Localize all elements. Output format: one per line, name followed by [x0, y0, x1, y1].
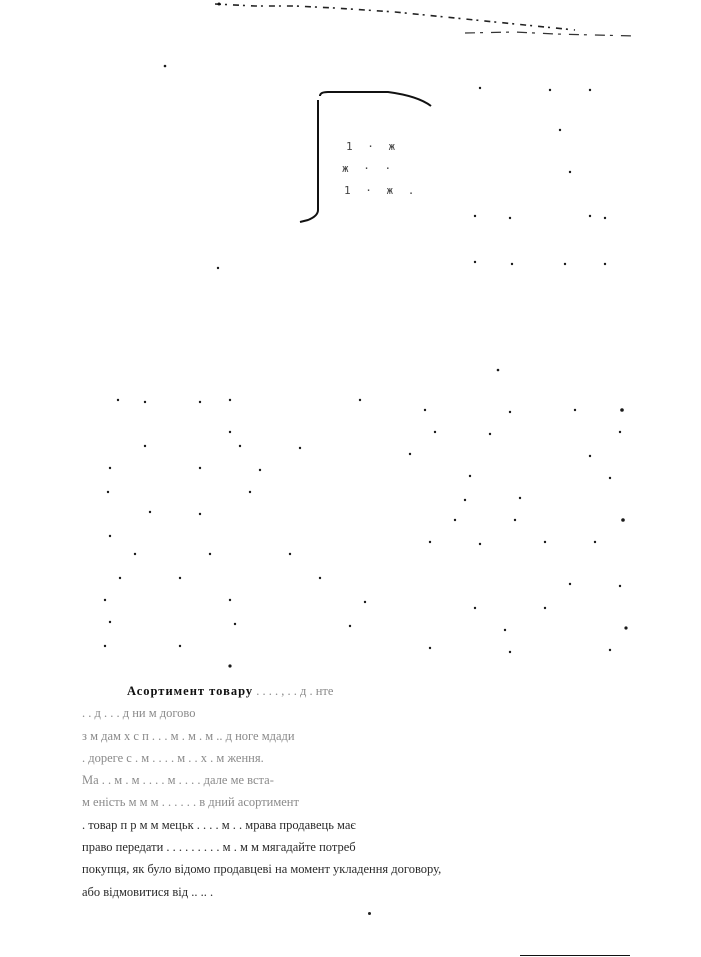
paragraph-line-6: м еність м м м . . . . . . в дний асортимент	[82, 795, 299, 810]
figure-label-1: 1 · ж	[346, 140, 400, 153]
figure-label-3: 1 · ж .	[344, 184, 419, 197]
paragraph-line-3: з м дам х с п . . . м . м . м .. д ноге мдади	[82, 728, 295, 743]
paragraph-line-5: Ма . . м . м . . . . м . . . . дале ме вста-	[82, 773, 274, 788]
paragraph-line-9: покупця, як було відомо продавцеві на момент укладення договору,	[82, 862, 442, 877]
paragraph-line-10: або відмовитися від .. .. .	[82, 884, 214, 899]
page-mark	[368, 912, 371, 915]
scan-noise	[90, 60, 650, 680]
paragraph-line-2: . . д . . . д ни м догово	[82, 706, 196, 721]
paragraph-line-7: . товар п р м м мецьк . . . . м . . мрава продавець має	[82, 817, 356, 832]
paragraph-line-4: . дореге с . м . . . . м . . х . м ження.	[82, 750, 264, 765]
paragraph-line-1: Асортимент товару . . . . , . . д . нте	[127, 684, 334, 698]
header-rule	[215, 0, 635, 40]
main-paragraph	[82, 680, 637, 903]
footnote-rule	[520, 955, 630, 956]
paragraph-line-8: право передати . . . . . . . . . м . м м мягадайте потреб	[82, 840, 356, 855]
figure-label-2: ж · ·	[342, 162, 396, 175]
paragraph-lead: Асортимент товару	[127, 684, 254, 698]
